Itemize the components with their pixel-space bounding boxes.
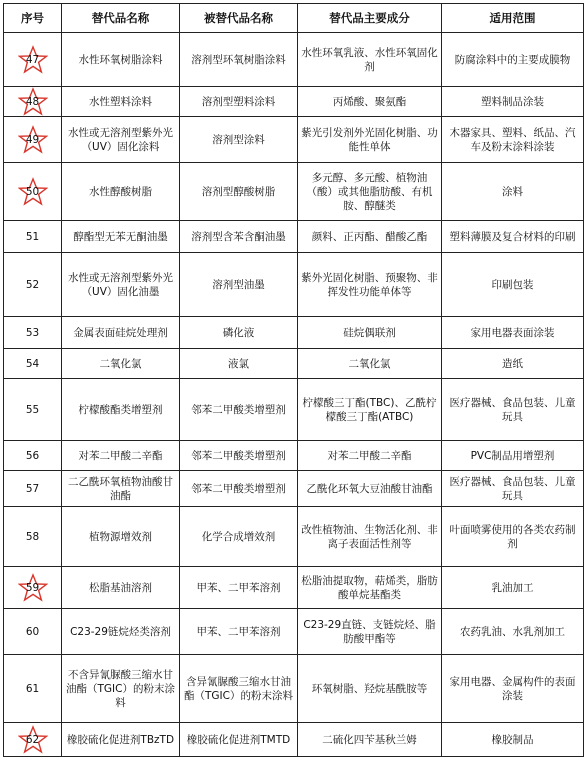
cell-main-components-text: 松脂油提取物，萜烯类，脂肪酸单烷基酯类 (301, 574, 438, 601)
cell-main-components (298, 163, 442, 221)
cell-replaced-name (180, 349, 298, 379)
cell-main-components-text: 二硫化四苄基秋兰姆 (322, 733, 417, 746)
cell-scope-text: 家用电器、金属构件的表面涂装 (449, 675, 576, 702)
cell-replaced-name-text: 甲苯、二甲苯溶剂 (196, 581, 281, 594)
cell-replaced-name (180, 221, 298, 253)
substitutes-table (3, 3, 584, 757)
cell-main-components-text: 紫外光固化树脂、预聚物、非挥发性功能单体等 (301, 271, 438, 298)
cell-scope (442, 609, 584, 655)
cell-replaced-name (180, 723, 298, 757)
cell-substitute-name (62, 221, 180, 253)
cell-scope (442, 349, 584, 379)
header-no: 序号 (4, 4, 62, 33)
cell-scope-text: 农药乳油、水乳剂加工 (460, 625, 565, 638)
table-row (4, 507, 584, 567)
cell-no (4, 349, 62, 379)
cell-scope (442, 87, 584, 117)
cell-scope-text: 橡胶制品 (491, 733, 534, 746)
cell-no (4, 117, 62, 163)
cell-replaced-name-text: 溶剂型醇酸树脂 (201, 185, 276, 198)
cell-substitute-name-text: 二氧化氯 (99, 357, 142, 370)
cell-scope (442, 33, 584, 87)
cell-replaced-name (180, 87, 298, 117)
row-number: 58 (25, 530, 40, 543)
cell-scope (442, 471, 584, 507)
cell-main-components (298, 221, 442, 253)
cell-substitute-name-text: 水性环氧树脂涂料 (78, 53, 163, 66)
row-number: 53 (25, 326, 40, 339)
cell-main-components (298, 87, 442, 117)
cell-substitute-name (62, 471, 180, 507)
cell-replaced-name (180, 317, 298, 349)
table-row (4, 723, 584, 757)
row-number: 51 (25, 230, 40, 243)
table-row (4, 33, 584, 87)
cell-main-components (298, 655, 442, 723)
cell-scope (442, 655, 584, 723)
header-replaced-name: 被替代品名称 (180, 4, 298, 33)
cell-main-components (298, 349, 442, 379)
table-row (4, 609, 584, 655)
table-row (4, 441, 584, 471)
cell-replaced-name-text: 甲苯、二甲苯溶剂 (196, 625, 281, 638)
cell-scope-text: 医疗器械、食品包装、儿童玩具 (449, 475, 576, 502)
table-row (4, 253, 584, 317)
cell-replaced-name (180, 441, 298, 471)
cell-no (4, 471, 62, 507)
cell-substitute-name-text: 植物源增效剂 (89, 530, 152, 543)
cell-substitute-name (62, 567, 180, 609)
cell-main-components-text: C23-29直链、支链烷烃、脂肪酸甲酯等 (303, 618, 436, 645)
cell-no (4, 163, 62, 221)
cell-replaced-name (180, 253, 298, 317)
cell-substitute-name-text: 橡胶硫化促进剂TBzTD (66, 733, 175, 746)
cell-no (4, 723, 62, 757)
cell-scope-text: 塑料薄膜及复合材料的印刷 (449, 230, 576, 243)
cell-scope-text: 防腐涂料中的主要成膜物 (454, 53, 571, 66)
cell-main-components-text: 硅烷偶联剂 (343, 326, 396, 339)
cell-scope (442, 317, 584, 349)
row-number: 59 (25, 581, 40, 594)
header-scope: 适用范围 (442, 4, 584, 33)
cell-scope-text: 塑料制品涂装 (481, 95, 544, 108)
cell-replaced-name-text: 液氯 (228, 357, 249, 370)
cell-substitute-name-text: 二乙酰环氧植物油酸甘油酯 (68, 475, 173, 502)
cell-replaced-name (180, 163, 298, 221)
cell-main-components-text: 对苯二甲酸二辛酯 (327, 449, 412, 462)
cell-replaced-name-text: 邻苯二甲酸类增塑剂 (191, 449, 286, 462)
cell-substitute-name-text: 水性塑料涂料 (89, 95, 152, 108)
cell-scope (442, 441, 584, 471)
cell-substitute-name-text: 水性醇酸树脂 (89, 185, 152, 198)
cell-main-components-text: 乙酰化环氧大豆油酸甘油酯 (306, 482, 433, 495)
cell-scope-text: 造纸 (502, 357, 523, 370)
cell-replaced-name-text: 化学合成增效剂 (201, 530, 276, 543)
table-row (4, 317, 584, 349)
cell-replaced-name (180, 471, 298, 507)
cell-scope-text: 家用电器表面涂装 (470, 326, 555, 339)
header-row (4, 4, 584, 33)
row-number: 61 (25, 682, 40, 695)
cell-replaced-name-text: 磷化液 (222, 326, 255, 339)
cell-scope (442, 379, 584, 441)
cell-substitute-name (62, 609, 180, 655)
cell-main-components-text: 二氧化氯 (348, 357, 391, 370)
cell-no (4, 221, 62, 253)
cell-no (4, 507, 62, 567)
cell-main-components-text: 柠檬酸三丁酯(TBC)、乙酰柠檬酸三丁酯(ATBC) (302, 396, 437, 423)
cell-scope (442, 253, 584, 317)
cell-substitute-name (62, 507, 180, 567)
row-number: 49 (25, 133, 40, 146)
cell-replaced-name (180, 379, 298, 441)
cell-scope (442, 507, 584, 567)
cell-substitute-name-text: 水性或无溶剂型紫外光（UV）固化油墨 (68, 271, 173, 298)
cell-no (4, 609, 62, 655)
row-number: 60 (25, 625, 40, 638)
cell-main-components (298, 567, 442, 609)
table-row (4, 567, 584, 609)
table-row (4, 379, 584, 441)
header-substitute-name: 替代品名称 (62, 4, 180, 33)
cell-main-components (298, 117, 442, 163)
cell-substitute-name-text: 水性或无溶剂型紫外光（UV）固化涂料 (68, 126, 173, 153)
cell-scope-text: 乳油加工 (491, 581, 534, 594)
cell-no (4, 33, 62, 87)
table-row (4, 655, 584, 723)
cell-substitute-name-text: 不含异氰脲酸三缩水甘油酯（TGIC）的粉末涂料 (66, 668, 175, 709)
cell-substitute-name-text: 醇酯型无苯无酮油墨 (73, 230, 168, 243)
cell-replaced-name-text: 邻苯二甲酸类增塑剂 (191, 482, 286, 495)
cell-replaced-name-text: 溶剂型含苯含酮油墨 (191, 230, 286, 243)
row-number: 56 (25, 449, 40, 462)
cell-replaced-name (180, 567, 298, 609)
cell-replaced-name (180, 609, 298, 655)
cell-substitute-name (62, 87, 180, 117)
cell-no (4, 253, 62, 317)
cell-main-components (298, 507, 442, 567)
cell-substitute-name (62, 441, 180, 471)
cell-replaced-name-text: 橡胶硫化促进剂TMTD (186, 733, 291, 746)
cell-replaced-name (180, 655, 298, 723)
row-number: 52 (25, 278, 40, 291)
cell-replaced-name-text: 溶剂型油墨 (212, 278, 265, 291)
cell-no (4, 317, 62, 349)
cell-replaced-name (180, 33, 298, 87)
cell-replaced-name (180, 507, 298, 567)
cell-main-components-text: 紫光引发剂外光固化树脂、功能性单体 (301, 126, 438, 153)
cell-substitute-name (62, 723, 180, 757)
cell-main-components (298, 609, 442, 655)
cell-substitute-name (62, 349, 180, 379)
cell-scope-text: 印刷包装 (491, 278, 534, 291)
table-row (4, 221, 584, 253)
row-number: 62 (25, 733, 40, 746)
cell-substitute-name (62, 317, 180, 349)
cell-substitute-name-text: 柠檬酸酯类增塑剂 (78, 403, 163, 416)
cell-no (4, 655, 62, 723)
cell-substitute-name (62, 379, 180, 441)
row-number: 48 (25, 95, 40, 108)
header-main-components: 替代品主要成分 (298, 4, 442, 33)
cell-main-components-text: 颜料、正丙酯、醋酸乙酯 (311, 230, 428, 243)
cell-main-components (298, 317, 442, 349)
cell-main-components (298, 471, 442, 507)
row-number: 54 (25, 357, 40, 370)
cell-substitute-name-text: 对苯二甲酸二辛酯 (78, 449, 163, 462)
cell-replaced-name-text: 溶剂型环氧树脂涂料 (191, 53, 286, 66)
row-number: 50 (25, 185, 40, 198)
cell-scope (442, 723, 584, 757)
cell-scope-text: 涂料 (502, 185, 523, 198)
cell-main-components (298, 723, 442, 757)
cell-substitute-name (62, 117, 180, 163)
table-row (4, 349, 584, 379)
cell-main-components (298, 379, 442, 441)
row-number: 57 (25, 482, 40, 495)
cell-main-components (298, 33, 442, 87)
row-number: 55 (25, 403, 40, 416)
cell-scope-text: PVC制品用增塑剂 (470, 449, 555, 462)
cell-scope-text: 叶面喷雾使用的各类农药制剂 (449, 523, 576, 550)
cell-main-components-text: 水性环氧乳液、水性环氧固化剂 (301, 46, 438, 73)
cell-scope-text: 医疗器械、食品包装、儿童玩具 (449, 396, 576, 423)
cell-substitute-name (62, 163, 180, 221)
row-number: 47 (25, 53, 40, 66)
table-row (4, 471, 584, 507)
table-row (4, 117, 584, 163)
cell-scope-text: 木器家具、塑料、纸品、汽车及粉末涂料涂装 (449, 126, 576, 153)
cell-scope (442, 163, 584, 221)
cell-substitute-name (62, 253, 180, 317)
cell-replaced-name-text: 溶剂型涂料 (212, 133, 265, 146)
cell-main-components-text: 改性植物油、生物活化剂、非离子表面活性剂等 (301, 523, 438, 550)
cell-no (4, 87, 62, 117)
cell-replaced-name-text: 溶剂型塑料涂料 (201, 95, 276, 108)
cell-main-components-text: 多元醇、多元酸、植物油（酸）或其他脂肪酸、有机胺、醇醚类 (306, 171, 433, 212)
cell-substitute-name-text: C23-29链烷烃类溶剂 (70, 625, 171, 638)
cell-main-components-text: 丙烯酸、聚氨酯 (332, 95, 407, 108)
cell-scope (442, 221, 584, 253)
cell-replaced-name-text: 含异氰脲酸三缩水甘油酯（TGIC）的粉末涂料 (184, 675, 293, 702)
cell-replaced-name (180, 117, 298, 163)
cell-scope (442, 567, 584, 609)
table-row (4, 163, 584, 221)
cell-substitute-name-text: 金属表面硅烷处理剂 (73, 326, 168, 339)
cell-no (4, 567, 62, 609)
cell-no (4, 441, 62, 471)
cell-replaced-name-text: 邻苯二甲酸类增塑剂 (191, 403, 286, 416)
cell-substitute-name (62, 655, 180, 723)
table-row (4, 87, 584, 117)
cell-main-components (298, 253, 442, 317)
cell-main-components (298, 441, 442, 471)
cell-substitute-name (62, 33, 180, 87)
cell-substitute-name-text: 松脂基油溶剂 (89, 581, 152, 594)
cell-no (4, 379, 62, 441)
cell-scope (442, 117, 584, 163)
cell-main-components-text: 环氧树脂、羟烷基酰胺等 (311, 682, 428, 695)
